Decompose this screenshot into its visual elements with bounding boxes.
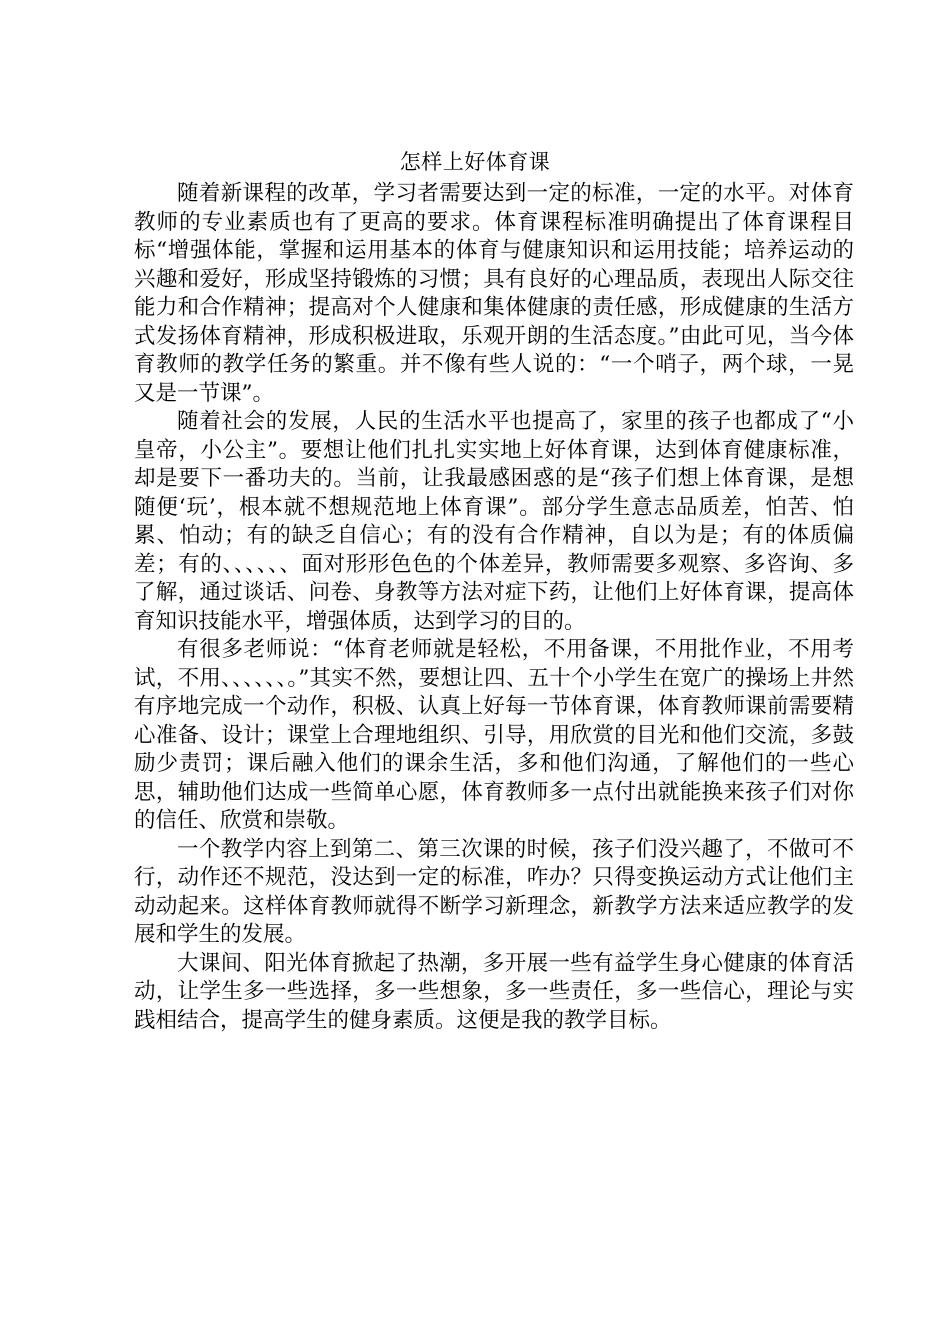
document-title: 怎样上好体育课	[399, 150, 551, 174]
paragraph-teaching-methods: 一个教学内容上到第二、第三次课的时候，孩子们没兴趣了，不做可不行，动作还不规范，没达到一定的标准，咋办？只得变换运动方式让他们主动动起来。这样体育教师就得不断学习新理念，新教学方法来适应教学的发展和学生的发展。	[134, 836, 854, 947]
paragraph-student-attitudes: 随着社会的发展，人民的生活水平也提高了，家里的孩子也都成了“小皇帝，小公主”。要想让他们扎扎实实地上好体育课，达到体育健康标准，却是要下一番功夫的。当前，让我最感困惑的是“孩子们想上体育课，是想随便‘玩’，根本就不想规范地上体育课”。部分学生意志品质差，怕苦、怕累、怕动；有的缺乏自信心；有的没有合作精神，自以为是；有的体质偏差；有的、、、、、、面对形形色色的个体差异，教师需要多观察、多咨询、多了解，通过谈话、问卷、身教等方法对症下药，让他们上好体育课，提高体育知识技能水平，增强体质，达到学习的目的。	[134, 409, 854, 634]
paragraph-teaching-goals: 大课间、阳光体育掀起了热潮，多开展一些有益学生身心健康的体育活动，让学生多一些选择，多一些想象，多一些责任，多一些信心，理论与实践相结合，提高学生的健身素质。这便是我的教学目标。	[134, 950, 854, 1033]
document-body	[134, 180, 854, 1035]
paragraph-teacher-preparation: 有很多老师说：“体育老师就是轻松，不用备课，不用批作业，不用考试，不用、、、、、、。”其实不然，要想让四、五十个小学生在宽广的操场上井然有序地完成一个动作，积极、认真上好每一节体育课，体育教师课前需要精心准备、设计；课堂上合理地组织、引导，用欣赏的目光和他们交流，多鼓励少责罚；课后融入他们的课余生活，多和他们沟通，了解他们的一些心思，辅助他们达成一些简单心愿，体育教师多一点付出就能换来孩子们对你的信任、欣赏和崇敬。	[134, 637, 854, 833]
paragraph-curriculum-reform: 随着新课程的改革，学习者需要达到一定的标准，一定的水平。对体育教师的专业素质也有了更高的要求。体育课程标准明确提出了体育课程目标“增强体能，掌握和运用基本的体育与健康知识和运用技能；培养运动的兴趣和爱好，形成坚持锻炼的习惯；具有良好的心理品质，表现出人际交往能力和合作精神；提高对个人健康和集体健康的责任感，形成健康的生活方式发扬体育精神，形成积极进取，乐观开朗的生活态度。”由此可见，当今体育教师的教学任务的繁重。并不像有些人说的：“一个哨子，两个球，一晃又是一节课”。	[134, 181, 854, 406]
